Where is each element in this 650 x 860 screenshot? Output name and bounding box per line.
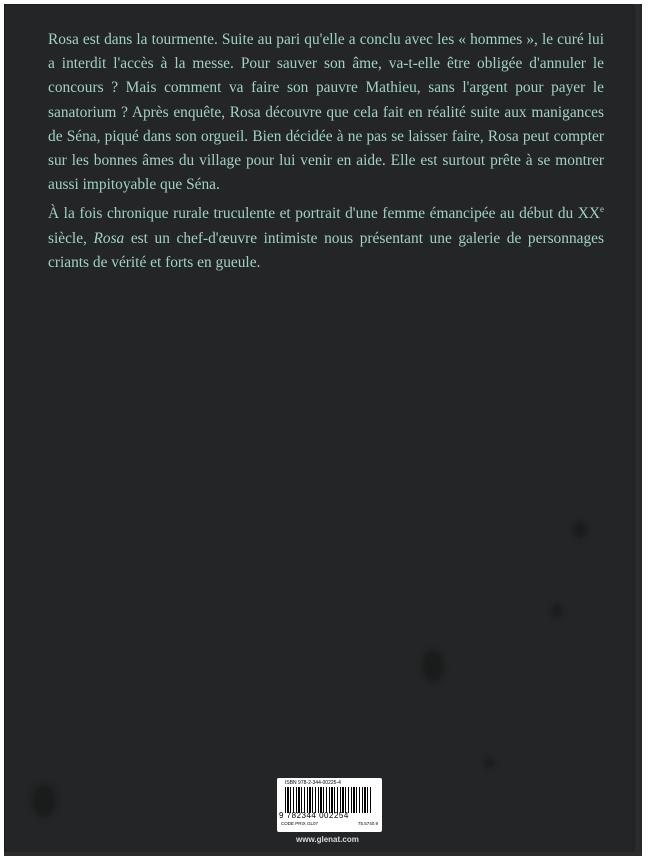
barcode-bars — [285, 787, 373, 813]
blurb-paragraph-1: Rosa est dans la tourmente. Suite au pari qu'elle a conclu avec les « hommes », le curé lui a interdit l'accès à la messe. Pour sauver son âme, va-t-elle être obligée d'annuler le concours ? Mais comment va faire son pauvre Mathieu, sans l'argent pour payer le sanatorium ? Après enquête, Rosa découvre que cela fait en réalité suite aux manigances de Séna, piqué dans son orgueil. Bien décidée à ne pas se laisser faire, Rosa peut compter sur les bonnes âmes du village pour lui venir en aide. Elle est surtout prête à se montrer aussi impitoyable que Séna. — [48, 31, 604, 194]
barcode-label — [277, 778, 382, 832]
cover-bottom-edge — [4, 852, 642, 856]
blurb-paragraph-2-before: À la fois chronique rurale truculente et portrait d'une femme émancipée au début du XX — [48, 205, 600, 223]
barcode-digits: 9 782344 002254 — [279, 811, 349, 820]
isbn-text: ISBN 978-2-344-00225-4 — [285, 780, 341, 786]
century-superscript: e — [600, 204, 604, 215]
blurb-paragraph-2 — [48, 197, 604, 275]
smudge-mark — [552, 604, 562, 618]
blurb-text — [48, 28, 604, 275]
smudge-mark — [484, 758, 494, 768]
blurb-paragraph-2-after: est un chef-d'œuvre intimiste nous présentant une galerie de personnages criants de vérité et forts en gueule. — [48, 229, 604, 271]
smudge-mark — [572, 522, 588, 538]
cover-right-edge — [632, 4, 642, 856]
back-cover — [4, 4, 642, 856]
blurb-paragraph-2-mid: siècle, — [48, 229, 94, 247]
code-prix-text: CODE PRIX GL07 — [281, 821, 319, 826]
publisher-website: www.glenat.com — [296, 835, 359, 844]
price-code-text: 75.5740.9 — [357, 821, 378, 826]
book-title-italic: Rosa — [93, 229, 125, 247]
smudge-mark — [422, 650, 444, 682]
smudge-mark — [32, 784, 56, 818]
